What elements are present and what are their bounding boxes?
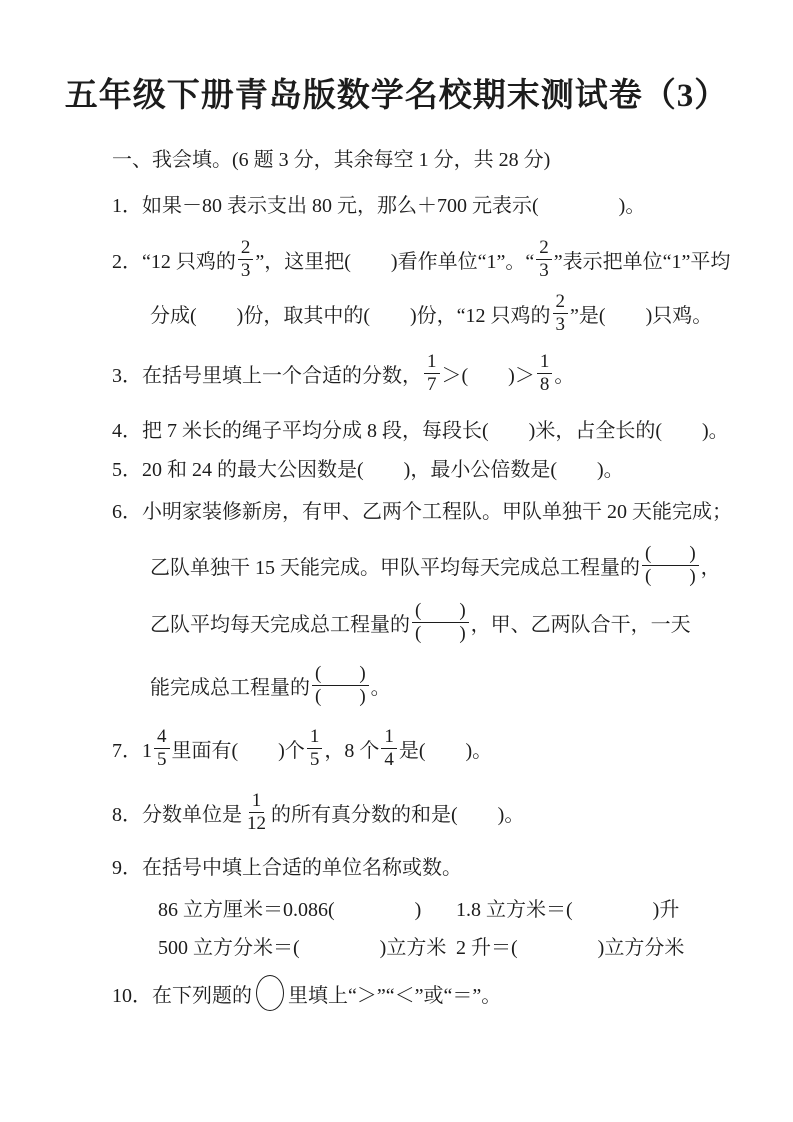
blank-fraction bbox=[412, 600, 469, 644]
text-run: 8．分数单位是 bbox=[112, 803, 242, 826]
blank-fraction bbox=[312, 663, 369, 707]
question-6-line-2 bbox=[112, 539, 769, 591]
fraction-denominator: 3 bbox=[539, 259, 549, 281]
question-1-text: 1．如果－80 表示支出 80 元，那么＋700 元表示( )。 bbox=[112, 195, 646, 217]
text-run: ， bbox=[700, 556, 721, 579]
text-run: ＞( )＞ bbox=[441, 364, 535, 387]
fraction-numerator: 1 bbox=[424, 351, 440, 373]
fraction-numerator: 4 bbox=[154, 726, 170, 748]
text-run: 乙队平均每天完成总工程量的 bbox=[150, 613, 410, 636]
unit-conversion-item: 500 立方分米＝( )立方米 bbox=[158, 937, 447, 959]
question-4-text: 4．把 7 米长的绳子平均分成 8 段，每段长( )米，占全长的( )。 bbox=[112, 420, 729, 442]
fraction-denominator: 8 bbox=[539, 373, 550, 395]
text-run: 3．在括号里填上一个合适的分数， bbox=[112, 364, 422, 387]
fraction-numerator: 2 bbox=[536, 237, 552, 259]
circle-blank bbox=[256, 975, 284, 1011]
question-6-line-4 bbox=[112, 659, 769, 711]
unit-conversion-item: 86 立方厘米＝0.086( ) bbox=[158, 899, 422, 921]
fraction-denominator: 3 bbox=[555, 313, 566, 335]
text-run: 7．1 bbox=[112, 739, 152, 762]
text-run: 是( )。 bbox=[398, 739, 493, 762]
text-run: 10．在下列题的 bbox=[112, 984, 252, 1007]
fraction-denominator: ( ) bbox=[415, 622, 466, 644]
question-10 bbox=[112, 975, 769, 1011]
fraction bbox=[553, 291, 569, 335]
fraction bbox=[381, 726, 397, 770]
text-run: 分成( )份，取其中的( )份，“12 只鸡的 bbox=[150, 304, 551, 327]
fraction-numerator: ( ) bbox=[312, 663, 369, 685]
fraction-denominator: 3 bbox=[240, 259, 251, 281]
fraction bbox=[537, 351, 553, 395]
text-run: 2．“12 只鸡的 bbox=[112, 250, 236, 273]
text-run: ”是( )只鸡。 bbox=[570, 304, 713, 327]
unit-conversion-item: 2 升＝( )立方分米 bbox=[456, 937, 685, 959]
text-run: 。 bbox=[554, 364, 575, 387]
text-run: 里填上“＞”“＜”或“＝”。 bbox=[288, 984, 502, 1007]
fraction-denominator: 12 bbox=[247, 812, 266, 834]
fraction-numerator: 1 bbox=[249, 790, 265, 812]
question-2-line-1 bbox=[112, 233, 769, 285]
fraction-numerator: 1 bbox=[307, 726, 323, 748]
fraction-denominator: 5 bbox=[157, 748, 167, 770]
fraction bbox=[154, 726, 170, 770]
text-run: 的所有真分数的和是( )。 bbox=[271, 803, 525, 826]
text-run: 乙队单独干 15 天能完成。甲队平均每天完成总工程量的 bbox=[150, 556, 640, 579]
text-run: 9．在括号中填上合适的单位名称或数。 bbox=[112, 857, 462, 879]
fraction-denominator: 4 bbox=[384, 748, 394, 770]
fraction bbox=[238, 237, 254, 281]
fraction-denominator: ( ) bbox=[315, 685, 366, 707]
text-run: 6．小明家装修新房，有甲、乙两个工程队。甲队单独干 20 天能完成； bbox=[112, 501, 732, 523]
question-6-line-1 bbox=[112, 499, 769, 525]
blank-fraction bbox=[642, 543, 699, 587]
question-1 bbox=[112, 193, 769, 219]
fraction-numerator: ( ) bbox=[642, 543, 699, 565]
question-3 bbox=[112, 347, 769, 399]
paper-content bbox=[0, 147, 793, 1011]
text-run: ，8 个 bbox=[324, 739, 380, 762]
text-run: ，甲、乙两队合干，一天 bbox=[470, 613, 691, 636]
section-heading-text: 一、我会填。(6 题 3 分，其余每空 1 分，共 28 分) bbox=[112, 149, 551, 171]
fraction bbox=[424, 351, 440, 395]
text-run: 里面有( )个 bbox=[171, 739, 305, 762]
fraction bbox=[244, 790, 269, 834]
fraction-numerator: 2 bbox=[238, 237, 254, 259]
fraction-denominator: ( ) bbox=[645, 565, 696, 587]
fraction-numerator: ( ) bbox=[412, 600, 469, 622]
question-6-line-3 bbox=[112, 596, 769, 648]
question-4 bbox=[112, 418, 769, 444]
question-2-line-2 bbox=[112, 287, 769, 339]
fraction bbox=[307, 726, 323, 770]
question-8 bbox=[112, 786, 769, 838]
question-5-text: 5．20 和 24 的最大公因数是( )，最小公倍数是( )。 bbox=[112, 459, 624, 481]
question-9-heading bbox=[112, 855, 769, 881]
fraction-numerator: 1 bbox=[537, 351, 553, 373]
section-heading bbox=[112, 147, 769, 173]
text-run: ”表示把单位“1”平均 bbox=[553, 250, 731, 273]
question-9-row-1 bbox=[112, 897, 769, 923]
question-9-row-2 bbox=[112, 935, 769, 961]
question-7 bbox=[112, 722, 769, 774]
question-5 bbox=[112, 457, 769, 483]
unit-conversion-item: 1.8 立方米＝( )升 bbox=[456, 899, 680, 921]
fraction-denominator: 5 bbox=[309, 748, 320, 770]
text-run: 。 bbox=[370, 676, 391, 699]
fraction-numerator: 2 bbox=[553, 291, 569, 313]
fraction-denominator: 7 bbox=[427, 373, 437, 395]
page-title: 五年级下册青岛版数学名校期末测试卷（3） bbox=[64, 78, 729, 114]
fraction bbox=[536, 237, 552, 281]
text-run: 能完成总工程量的 bbox=[150, 676, 310, 699]
fraction-numerator: 1 bbox=[381, 726, 397, 748]
text-run: ”，这里把( )看作单位“1”。“ bbox=[255, 250, 535, 273]
